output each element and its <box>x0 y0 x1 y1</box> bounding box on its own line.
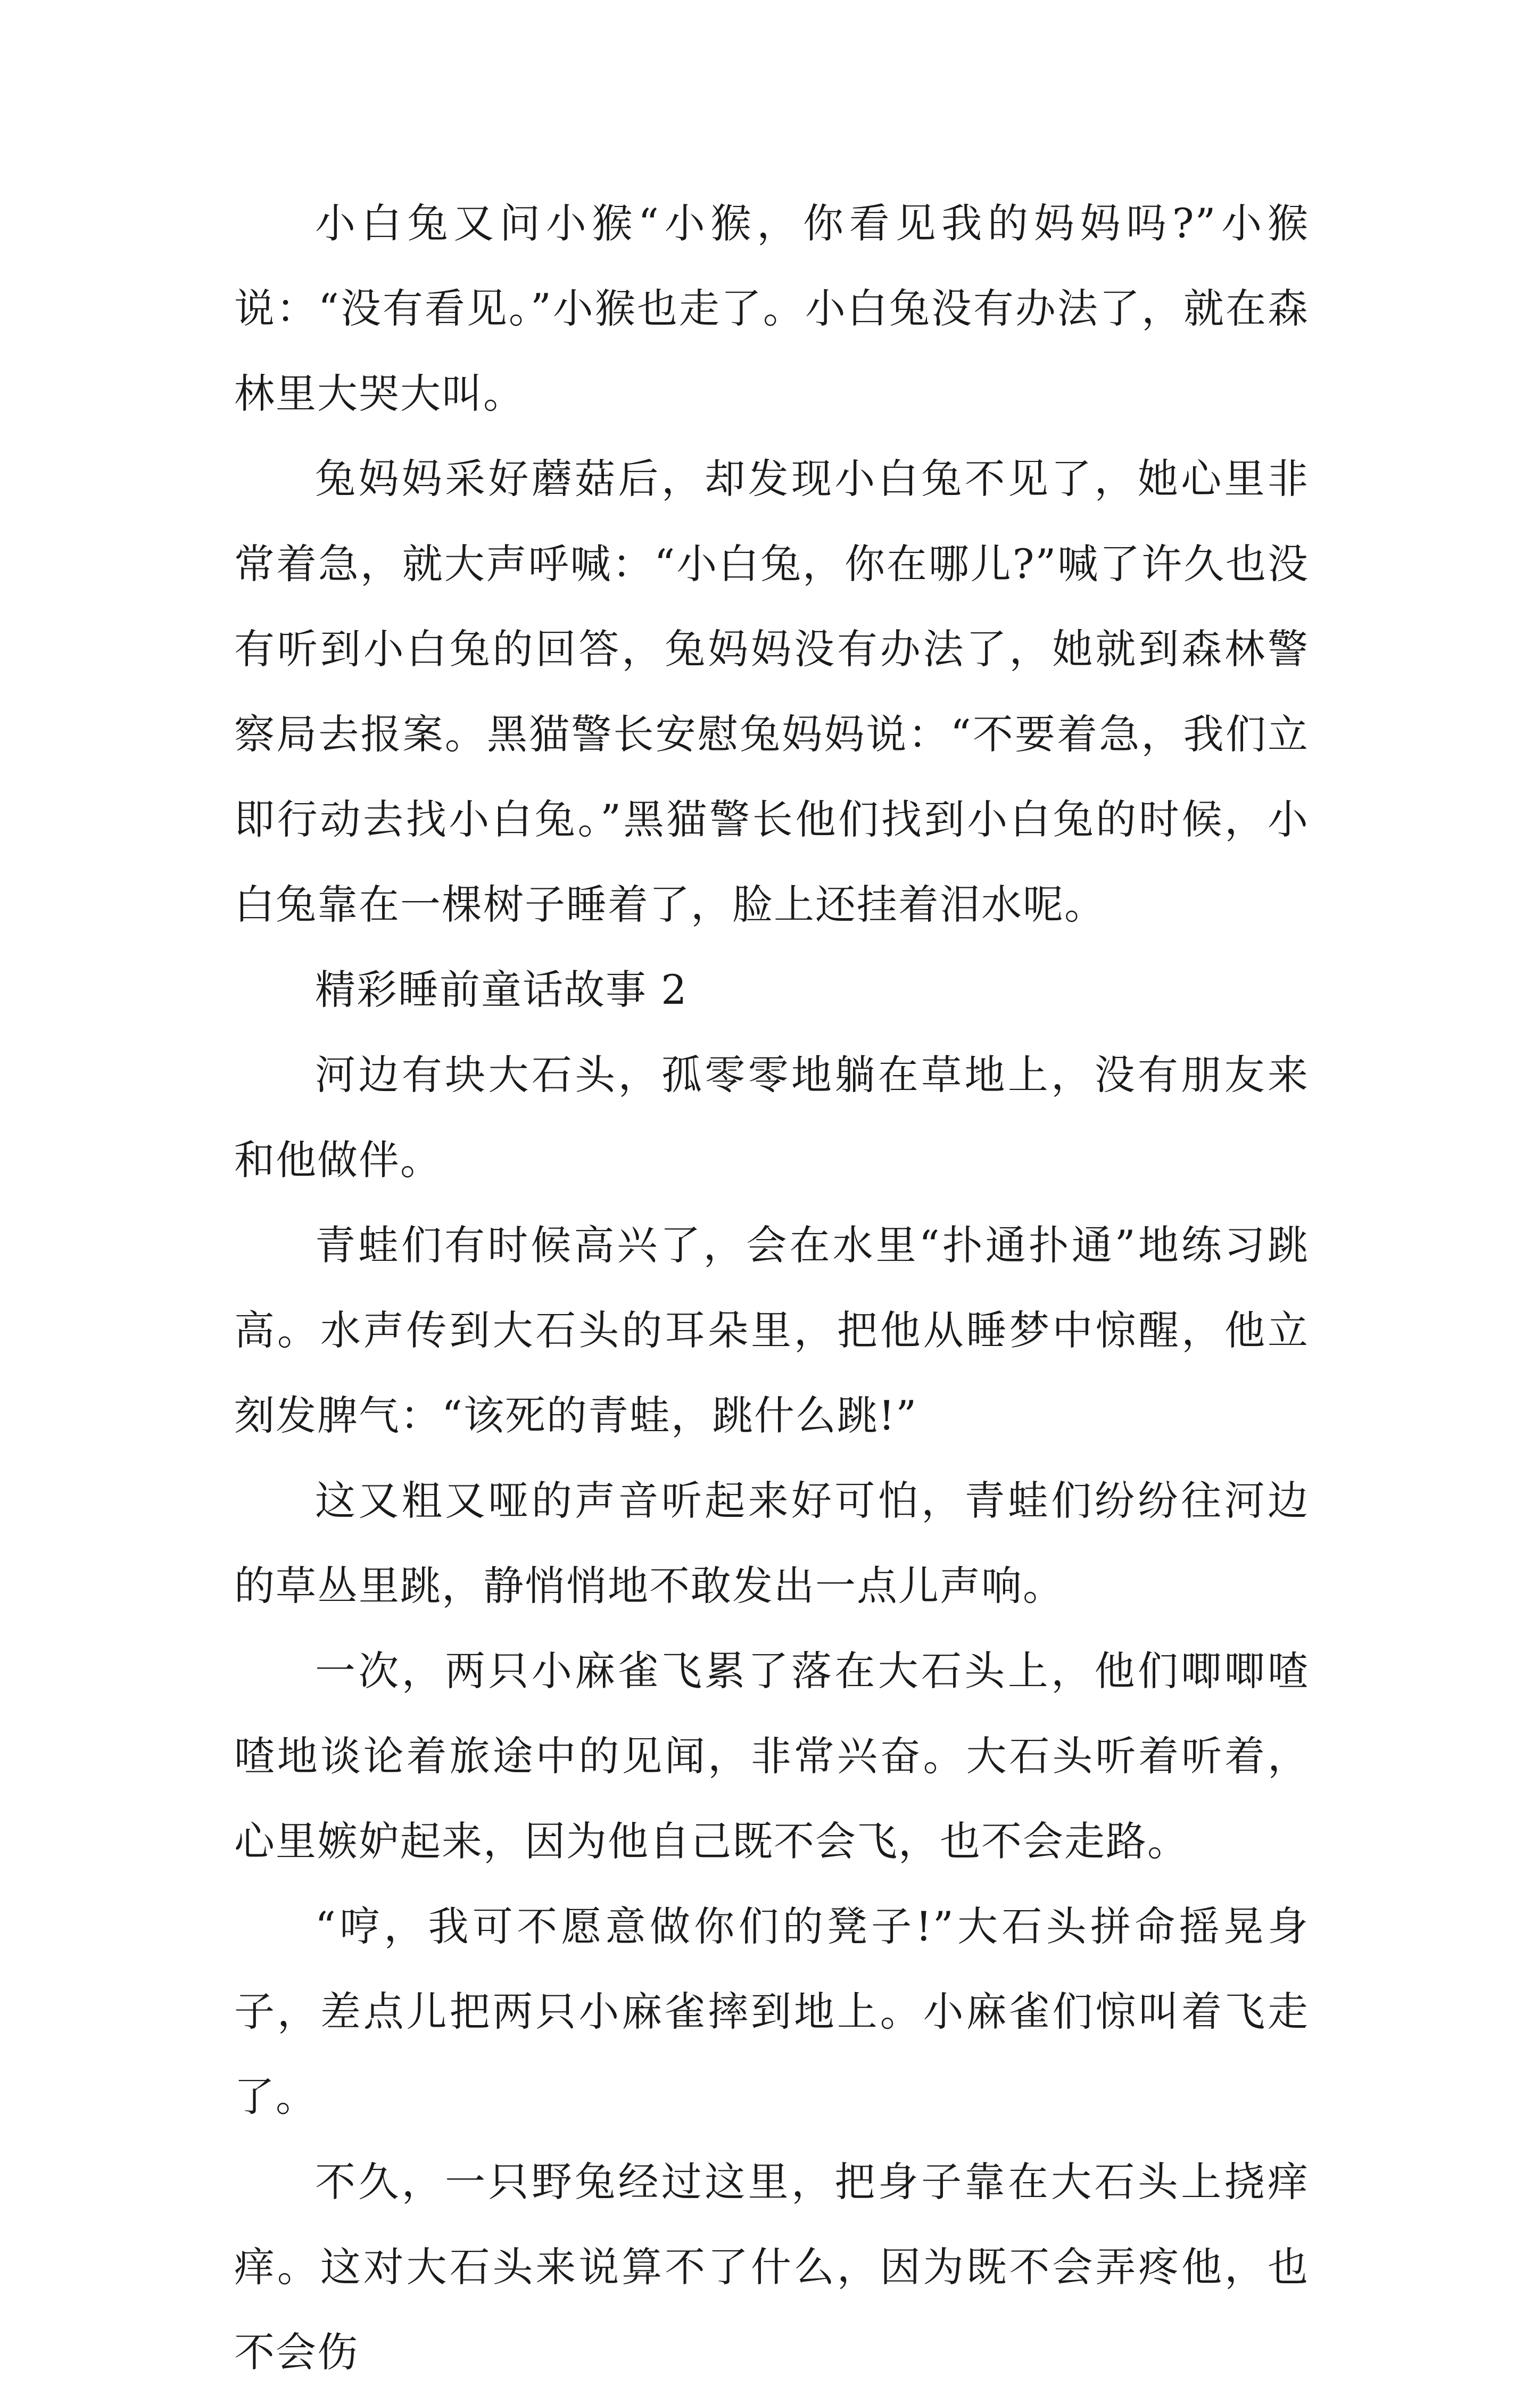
paragraph-6: 一次，两只小麻雀飞累了落在大石头上，他们唧唧喳喳地谈论着旅途中的见闻，非常兴奋。大石头听着听着，心里嫉妒起来，因为他自己既不会飞，也不会走路。 <box>234 1647 1309 1865</box>
paragraph-3: 河边有块大石头，孤零零地躺在草地上，没有朋友来和他做伴。 <box>234 1051 1309 1184</box>
story-heading: 精彩睡前童话故事 2 <box>315 966 688 1013</box>
paragraph-7: “哼，我可不愿意做你们的凳子!”大石头拼命摇晃身子，差点儿把两只小麻雀摔到地上。小麻雀们惊叫着飞走了。 <box>234 1903 1309 2120</box>
paragraph-8: 不久，一只野兔经过这里，把身子靠在大石头上挠痒痒。这对大石头来说算不了什么，因为既不会弄疼他，也不会伤 <box>234 2158 1309 2376</box>
paragraph-1: 小白兔又问小猴“小猴，你看见我的妈妈吗?”小猴说：“没有看见。”小猴也走了。小白兔没有办法了，就在森林里大哭大叫。 <box>234 200 1309 417</box>
document-page <box>234 181 1309 2395</box>
paragraph-2: 兔妈妈采好蘑菇后，却发现小白兔不见了，她心里非常着急，就大声呼喊：“小白兔，你在哪儿?”喊了许久也没有听到小白兔的回答，兔妈妈没有办法了，她就到森林警察局去报案。黑猫警长安慰兔妈妈说：“不要着急，我们立即行动去找小白兔。”黑猫警长他们找到小白兔的时候，小白兔靠在一棵树子睡着了，脸上还挂着泪水呢。 <box>234 455 1309 928</box>
paragraph-4: 青蛙们有时候高兴了，会在水里“扑通扑通”地练习跳高。水声传到大石头的耳朵里，把他从睡梦中惊醒，他立刻发脾气：“该死的青蛙，跳什么跳!” <box>234 1221 1309 1439</box>
paragraph-5: 这又粗又哑的声音听起来好可怕，青蛙们纷纷往河边的草丛里跳，静悄悄地不敢发出一点儿声响。 <box>234 1477 1309 1609</box>
